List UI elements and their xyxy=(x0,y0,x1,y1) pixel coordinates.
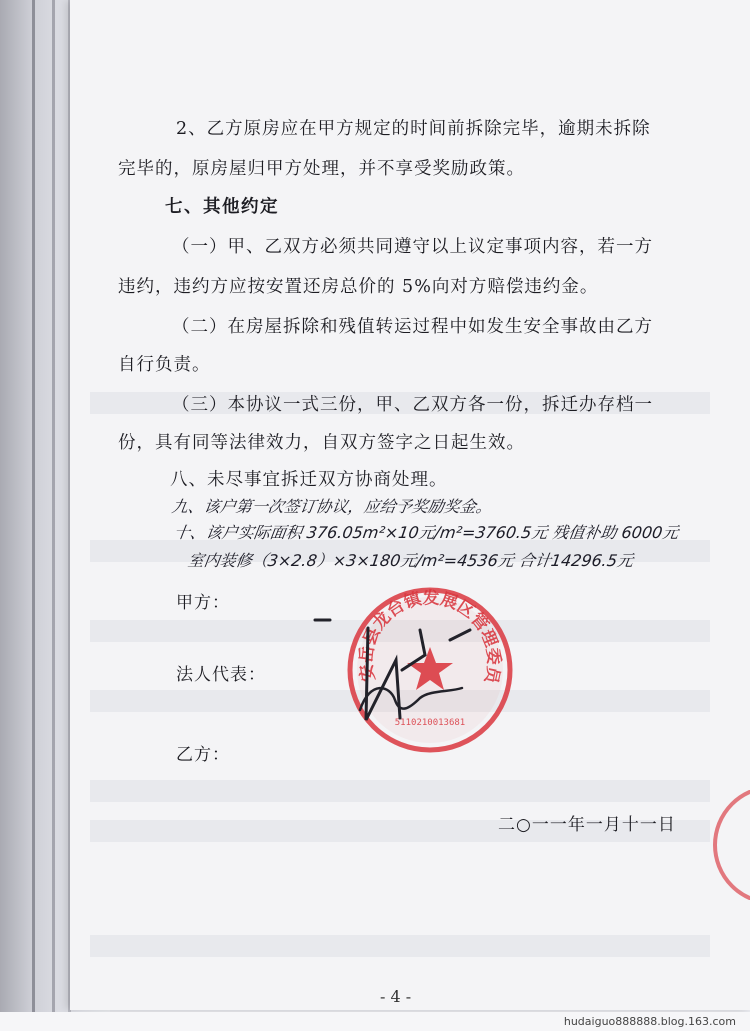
section-8: 八、未尽事宜拆迁双方协商处理。 xyxy=(170,470,448,490)
seal-code: 5110210013681 xyxy=(394,718,466,728)
clause-2-line-1: （二）在房屋拆除和残值转运过程中如发生安全事故由乙方 xyxy=(172,317,653,337)
signature xyxy=(300,600,500,754)
bleed-through xyxy=(90,780,710,802)
party-a-label: 甲方： xyxy=(176,593,230,613)
clause-1-line-2: 违约，违约方应按安置还房总价的 5%向对方赔偿违约金。 xyxy=(118,277,599,297)
page-number: - 4 - xyxy=(380,987,412,1006)
clause-3-line-1: （三）本协议一式三份，甲、乙双方各一份，拆迁办存档一 xyxy=(172,395,653,415)
corner-seal-fragment xyxy=(698,790,750,900)
bleed-through xyxy=(90,935,710,957)
handwritten-note-3: 室内装修（3×2.8）×3×180元/m²=4536元 合计14296.5元 xyxy=(186,551,635,570)
handwritten-note-1: 九、该户第一次签订协议，应给予奖励奖金。 xyxy=(170,497,494,516)
seal-text: 安岳县龙台镇发展区管理委员 xyxy=(356,588,504,686)
clause-2-line-2: 自行负责。 xyxy=(118,355,211,375)
paragraph-2-line-2: 完毕的，原房屋归甲方处理，并不享受奖励政策。 xyxy=(118,159,525,179)
paragraph-2-line-1: 2、乙方原房应在甲方规定的时间前拆除完毕，逾期未拆除 xyxy=(176,119,651,139)
page-edge xyxy=(32,0,35,1031)
handwritten-note-2: 十、该户实际面积 376.05m²×10元/m²=3760.5元 残值补助 6000元 xyxy=(172,523,680,542)
clause-3-line-2: 份，具有同等法律效力，自双方签字之日起生效。 xyxy=(118,433,525,453)
party-b-label: 乙方： xyxy=(176,745,230,765)
legal-rep-label: 法人代表： xyxy=(176,665,266,685)
blog-watermark: hudaiguo888888.blog.163.com xyxy=(563,1015,736,1028)
clause-1-line-1: （一）甲、乙双方必须共同遵守以上议定事项内容，若一方 xyxy=(172,237,653,257)
signing-date: 二○一一年一月十一日 xyxy=(498,815,676,835)
page-edge xyxy=(52,0,55,1031)
section-7-heading: 七、其他约定 xyxy=(165,197,279,217)
